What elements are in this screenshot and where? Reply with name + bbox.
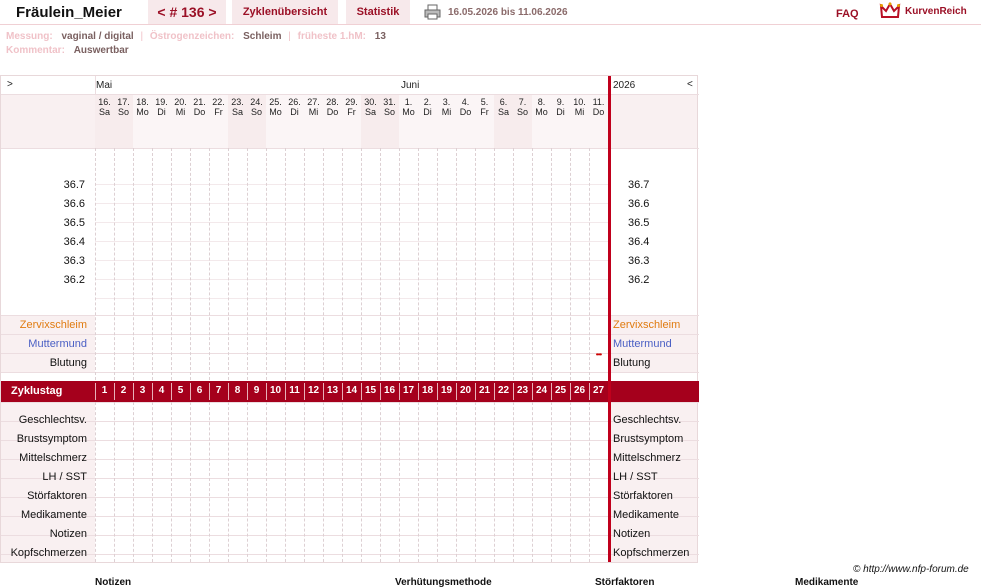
day-column-line <box>399 148 400 380</box>
scroll-left-button[interactable]: > <box>7 79 13 90</box>
grid-row-line <box>1 440 699 441</box>
grid-row-line <box>1 402 699 403</box>
day-date: 22. <box>212 97 225 107</box>
date-range: 16.05.2026 bis 11.06.2026 <box>448 7 568 18</box>
day-date: 23. <box>231 97 244 107</box>
cycle-day-number: 23 <box>516 385 529 396</box>
cycle-day-number: 7 <box>215 385 222 396</box>
day-column-line <box>418 402 419 562</box>
comment-label: Kommentar: <box>6 45 65 56</box>
cycle-day-number: 4 <box>158 385 165 396</box>
day-column-line <box>95 402 96 562</box>
day-column-line <box>437 148 438 380</box>
cycle-day-number: 16 <box>383 385 396 396</box>
faq-link[interactable]: FAQ <box>836 8 859 20</box>
day-weekday: Di <box>556 107 565 117</box>
day-date: 3. <box>442 97 451 107</box>
comment-value: Auswertbar <box>73 45 129 56</box>
day-column-line <box>247 402 248 562</box>
day-column-line <box>380 148 381 380</box>
cycle-day-number: 27 <box>592 385 605 396</box>
bottom-section-label: Medikamente <box>795 577 859 588</box>
day-column-line <box>285 148 286 380</box>
day-column-line <box>133 402 134 562</box>
day-date: 31. <box>383 97 396 107</box>
day-date: 17. <box>117 97 130 107</box>
grid-row-line <box>1 372 699 373</box>
temp-axis-label: 36.2 <box>63 274 85 286</box>
cycle-day-number: 26 <box>573 385 586 396</box>
day-column-line <box>513 148 514 380</box>
day-column-line <box>570 148 571 380</box>
day-column-line <box>456 148 457 380</box>
logo-text: KurvenReich <box>905 5 967 17</box>
cycle-navigator[interactable]: < # 136 > <box>148 0 226 24</box>
day-weekday: So <box>117 107 129 117</box>
day-weekday: Mi <box>441 107 452 117</box>
row-label: Notizen <box>49 528 87 540</box>
cycle-day-number: 9 <box>253 385 260 396</box>
row-label-right: Mittelschmerz <box>613 452 681 464</box>
separator: | <box>140 31 144 42</box>
day-weekday: Fr <box>214 107 223 117</box>
day-date: 16. <box>98 97 111 107</box>
day-column-line <box>456 402 457 562</box>
day-column-line <box>342 148 343 380</box>
row-label: Kopfschmerzen <box>10 547 87 559</box>
column-separator <box>95 76 96 94</box>
cycle-day-number: 18 <box>421 385 434 396</box>
day-date: 30. <box>364 97 377 107</box>
day-date: 29. <box>345 97 358 107</box>
date-header-left-panel <box>1 94 95 148</box>
day-weekday: Sa <box>497 107 509 117</box>
day-column-line <box>190 148 191 380</box>
day-weekday: Mi <box>308 107 319 117</box>
day-weekday: Sa <box>231 107 243 117</box>
credit-link[interactable]: © http://www.nfp-forum.de <box>853 564 969 575</box>
row-label: Zervixschleim <box>19 319 87 331</box>
day-date: 7. <box>518 97 527 107</box>
day-date: 2. <box>423 97 432 107</box>
day-column-line <box>589 402 590 562</box>
day-column-line <box>152 148 153 380</box>
row-label-right: Notizen <box>613 528 651 540</box>
day-column-line <box>228 402 229 562</box>
tab-statistics[interactable]: Statistik <box>346 0 410 24</box>
day-date: 11. <box>592 97 605 107</box>
username-title: Fräulein_Meier <box>16 4 122 21</box>
estrogen-label: Östrogenzeichen: <box>149 31 235 42</box>
day-weekday: Do <box>193 107 206 117</box>
cycle-day-label: Zyklustag <box>11 385 63 397</box>
row-label: LH / SST <box>42 471 87 483</box>
day-date: 28. <box>326 97 339 107</box>
temp-axis-label: 36.5 <box>63 217 85 229</box>
day-column-line <box>513 402 514 562</box>
cycle-day-number: 15 <box>364 385 377 396</box>
day-weekday: Sa <box>98 107 110 117</box>
day-column-line <box>532 402 533 562</box>
grid-row-line <box>1 315 699 316</box>
day-date: 19. <box>155 97 168 107</box>
day-date: 4. <box>461 97 470 107</box>
temp-axis-label-right: 36.7 <box>628 179 650 191</box>
day-weekday: Mi <box>175 107 186 117</box>
earliest-label: früheste 1.hM: <box>297 31 366 42</box>
day-weekday: Do <box>326 107 339 117</box>
day-date: 6. <box>499 97 508 107</box>
current-day-line <box>608 76 611 562</box>
grid-row-line <box>1 334 699 335</box>
day-column-line <box>95 148 96 380</box>
grid-row-line <box>1 535 699 536</box>
day-column-line <box>152 402 153 562</box>
row-label: Blutung <box>49 357 87 369</box>
tab-cycle-overview[interactable]: Zyklenübersicht <box>232 0 338 24</box>
day-weekday: Mo <box>269 107 282 117</box>
day-column-line <box>304 402 305 562</box>
cycle-day-number: 12 <box>307 385 320 396</box>
cycle-day-number: 14 <box>345 385 358 396</box>
day-weekday: Di <box>290 107 299 117</box>
separator: | <box>288 31 291 42</box>
cycle-day-number: 10 <box>269 385 282 396</box>
cycle-day-number: 25 <box>554 385 567 396</box>
grid-row-line <box>1 94 699 95</box>
month-label: Juni <box>401 80 420 91</box>
printer-icon[interactable] <box>424 4 441 20</box>
day-date: 5. <box>480 97 489 107</box>
day-date: 9. <box>556 97 565 107</box>
day-column-line <box>114 148 115 380</box>
cycle-day-number: 11 <box>289 385 300 396</box>
header-divider <box>0 24 981 25</box>
scroll-right-button[interactable]: < <box>687 79 693 90</box>
day-date: 26. <box>288 97 301 107</box>
day-date: 18. <box>136 97 149 107</box>
day-column-line <box>133 148 134 380</box>
day-column-line <box>209 148 210 380</box>
measure-value: vaginal / digital <box>61 31 134 42</box>
day-column-line <box>323 148 324 380</box>
cycle-day-number: 21 <box>478 385 491 396</box>
temp-axis-label-right: 36.3 <box>628 255 650 267</box>
day-weekday: So <box>516 107 528 117</box>
day-column-line <box>418 148 419 380</box>
day-date: 24. <box>250 97 263 107</box>
day-date: 10. <box>573 97 586 107</box>
grid-row-line <box>1 497 699 498</box>
day-column-line <box>380 402 381 562</box>
row-label-right: Muttermund <box>613 338 672 350</box>
row-label: Störfaktoren <box>27 490 87 502</box>
day-date: 1. <box>404 97 413 107</box>
temp-axis-label-right: 36.4 <box>628 236 650 248</box>
temp-axis-label-right: 36.5 <box>628 217 650 229</box>
day-weekday: So <box>250 107 262 117</box>
cycle-day-number: 19 <box>440 385 453 396</box>
crown-icon <box>880 2 900 20</box>
bottom-section-label: Verhütungsmethode <box>395 577 492 588</box>
day-weekday: Mo <box>402 107 415 117</box>
row-label-right: Störfaktoren <box>613 490 673 502</box>
day-column-line <box>551 402 552 562</box>
bleeding-marker[interactable]: ••• <box>595 350 602 359</box>
day-column-line <box>570 402 571 562</box>
day-column-line <box>190 402 191 562</box>
day-column-line <box>551 148 552 380</box>
day-column-line <box>114 402 115 562</box>
cycle-chart <box>0 75 698 563</box>
day-weekday: Di <box>423 107 432 117</box>
day-weekday: Do <box>459 107 472 117</box>
kurvenreich-logo[interactable] <box>880 2 967 20</box>
temp-axis-label: 36.7 <box>63 179 85 191</box>
day-column-line <box>361 402 362 562</box>
cycle-day-number: 17 <box>402 385 415 396</box>
day-column-line <box>304 148 305 380</box>
day-weekday: Do <box>592 107 605 117</box>
row-label-right: Medikamente <box>613 509 680 521</box>
day-column-line <box>475 402 476 562</box>
day-column-line <box>247 148 248 380</box>
day-column-line <box>494 148 495 380</box>
day-column-line <box>228 148 229 380</box>
temp-axis-label: 36.4 <box>63 236 85 248</box>
day-column-line <box>266 402 267 562</box>
earliest-value: 13 <box>374 31 386 42</box>
row-label: Brustsymptom <box>16 433 87 445</box>
day-column-line <box>494 402 495 562</box>
estrogen-value: Schleim <box>243 31 282 42</box>
day-date: 27. <box>307 97 320 107</box>
row-label-right: Brustsymptom <box>613 433 684 445</box>
day-weekday: Di <box>157 107 166 117</box>
day-weekday: Fr <box>347 107 356 117</box>
day-column-line <box>475 148 476 380</box>
date-header-right-panel <box>610 94 697 148</box>
day-weekday: Mi <box>574 107 585 117</box>
day-column-line <box>399 402 400 562</box>
grid-row-line <box>1 421 699 422</box>
comment-info <box>6 45 129 56</box>
cycle-day-number: 24 <box>535 385 548 396</box>
day-column-line <box>266 148 267 380</box>
temp-axis-label: 36.6 <box>63 198 85 210</box>
year-label: 2026 <box>613 80 636 91</box>
day-date: 25. <box>269 97 282 107</box>
row-label-right: LH / SST <box>613 471 658 483</box>
day-column-line <box>209 402 210 562</box>
row-label-right: Blutung <box>613 357 651 369</box>
temp-axis-label-right: 36.6 <box>628 198 650 210</box>
row-label-right: Zervixschleim <box>613 319 681 331</box>
cycle-day-number: 20 <box>459 385 472 396</box>
day-date: 8. <box>537 97 546 107</box>
grid-row-line <box>1 554 699 555</box>
day-column-line <box>532 148 533 380</box>
day-date: 20. <box>174 97 187 107</box>
row-label: Muttermund <box>28 338 87 350</box>
day-column-line <box>342 402 343 562</box>
day-column-line <box>437 402 438 562</box>
day-weekday: Fr <box>480 107 489 117</box>
month-label: Mai <box>96 80 113 91</box>
temp-axis-label-right: 36.2 <box>628 274 650 286</box>
day-weekday: Sa <box>364 107 376 117</box>
temp-axis-label: 36.3 <box>63 255 85 267</box>
measure-label: Messung: <box>6 31 53 42</box>
day-column-line <box>171 402 172 562</box>
grid-row-line <box>1 459 699 460</box>
row-label: Geschlechtsv. <box>18 414 87 426</box>
row-label: Mittelschmerz <box>19 452 87 464</box>
grid-row-line <box>1 478 699 479</box>
row-label-right: Kopfschmerzen <box>613 547 690 559</box>
grid-row-line <box>1 516 699 517</box>
cycle-day-number: 2 <box>120 385 127 396</box>
bottom-section-label: Notizen <box>95 577 132 588</box>
day-weekday: Mo <box>136 107 149 117</box>
day-weekday: Mo <box>535 107 548 117</box>
day-column-line <box>285 402 286 562</box>
cycle-day-number: 1 <box>101 385 108 396</box>
day-date: 21. <box>193 97 206 107</box>
day-column-line <box>171 148 172 380</box>
day-weekday: So <box>383 107 395 117</box>
cycle-day-number: 8 <box>234 385 241 396</box>
row-label-right: Geschlechtsv. <box>613 414 682 426</box>
cycle-day-number: 3 <box>139 385 146 396</box>
measurement-info <box>6 31 386 42</box>
cycle-day-number: 22 <box>497 385 510 396</box>
day-column-line <box>361 148 362 380</box>
grid-row-line <box>1 148 699 149</box>
row-label: Medikamente <box>20 509 87 521</box>
bottom-section-label: Störfaktoren <box>595 577 655 588</box>
day-column-line <box>589 148 590 380</box>
day-column-line <box>323 402 324 562</box>
cycle-day-number: 5 <box>177 385 184 396</box>
cycle-day-number: 13 <box>326 385 339 396</box>
cycle-day-number: 6 <box>196 385 203 396</box>
